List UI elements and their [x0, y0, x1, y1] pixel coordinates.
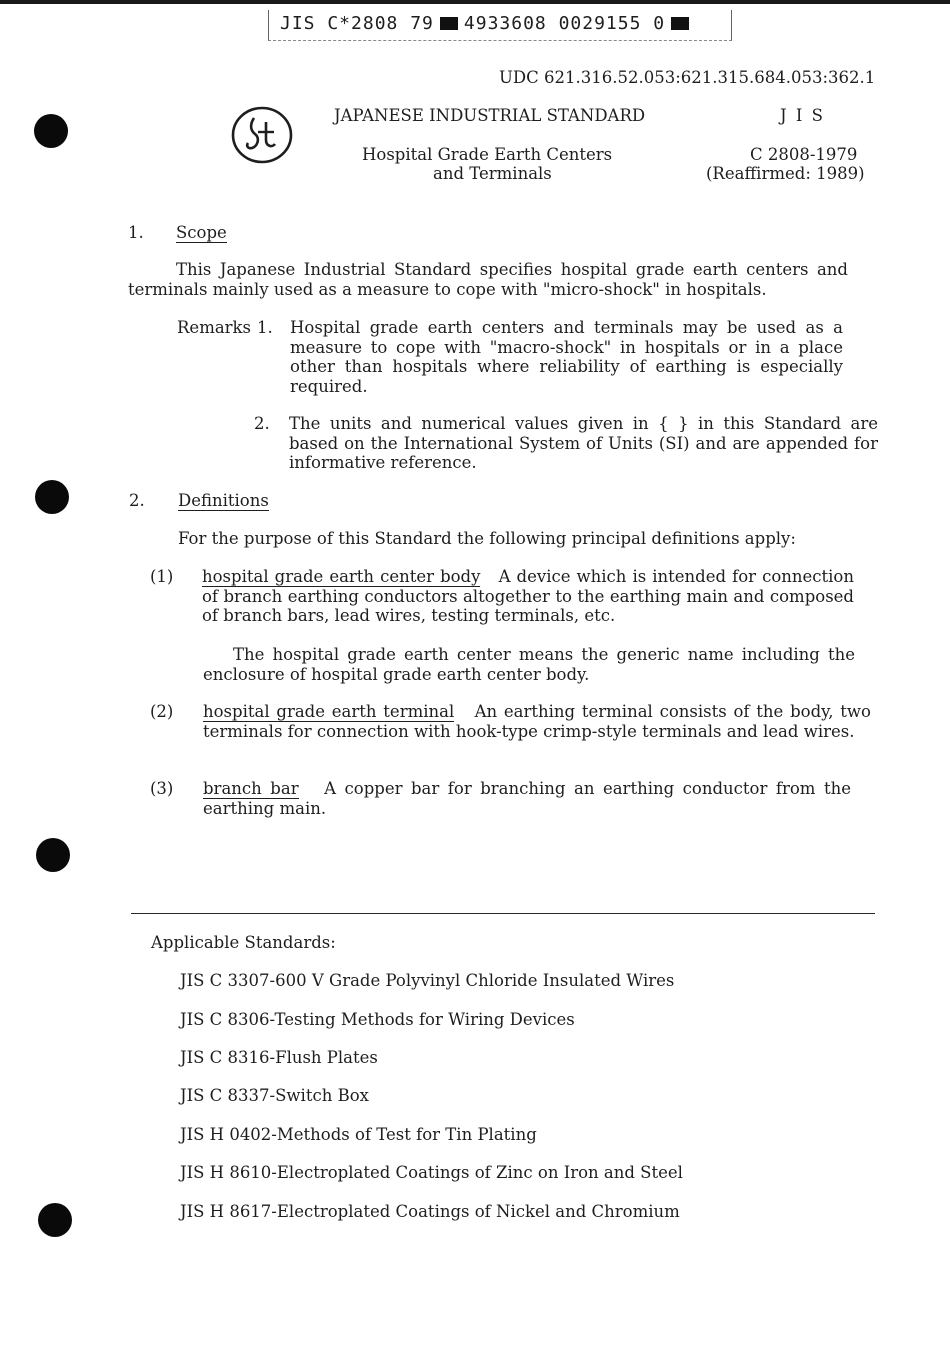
black-block-icon — [671, 17, 689, 30]
definition-2 — [203, 702, 871, 741]
applicable-standard-item: JIS C 8306-Testing Methods for Wiring Devices — [180, 1010, 575, 1029]
standard-number: C 2808-1979 — [750, 145, 858, 164]
section-2-number: 2. — [129, 491, 145, 510]
applicable-standard-item: JIS C 8337-Switch Box — [180, 1086, 369, 1105]
definition-3-text: A copper bar for branching an earthing conductor from the earthing main. — [203, 779, 851, 818]
applicable-standard-item: JIS C 8316-Flush Plates — [180, 1048, 378, 1067]
applicable-standards-title: Applicable Standards: — [151, 933, 336, 952]
punch-hole — [34, 114, 68, 148]
section-2-title: Definitions — [178, 491, 269, 510]
remark-1-text: Hospital grade earth centers and terminals may be used as a measure to cope with "macro-shock" in hospitals or in a place other than hospitals where reliability of earthing is especially required. — [290, 318, 843, 396]
section-1-number: 1. — [128, 223, 144, 242]
top-border — [0, 0, 950, 4]
header-code-text-2: 4933608 0029155 0 — [463, 13, 666, 34]
punch-hole — [35, 480, 69, 514]
applicable-standard-item: JIS H 8610-Electroplated Coatings of Zinc on Iron and Steel — [180, 1163, 683, 1182]
punch-hole — [38, 1203, 72, 1237]
definition-1-term: hospital grade earth center body — [202, 567, 481, 586]
scope-paragraph: This Japanese Industrial Standard specifies hospital grade earth centers and terminals mainly used as a measure to cope with "micro-shock" in hospitals. — [128, 260, 848, 299]
punch-hole — [36, 838, 70, 872]
jis-mark: J I S — [780, 106, 825, 125]
header-code — [280, 13, 695, 34]
remark-2-number: 2. — [254, 414, 270, 433]
remark-2-text: The units and numerical values given in { } in this Standard are based on the International System of Units (SI) and are appended for informative reference. — [289, 414, 878, 472]
definition-3-number: (3) — [150, 779, 174, 798]
applicable-standard-item: JIS C 3307-600 V Grade Polyvinyl Chloride Insulated Wires — [180, 971, 675, 990]
title-line-2: and Terminals — [433, 164, 552, 183]
definition-2-number: (2) — [150, 702, 174, 721]
udc-code: UDC 621.316.52.053:621.315.684.053:362.1 — [499, 68, 876, 87]
definition-2-text: An earthing terminal consists of the body, two terminals for connection with hook-type crimp-style terminals and lead wires. — [203, 702, 871, 741]
definition-1 — [202, 567, 854, 626]
definition-2-term: hospital grade earth terminal — [203, 702, 455, 721]
definitions-intro: For the purpose of this Standard the following principal definitions apply: — [178, 529, 796, 548]
black-block-icon — [440, 17, 458, 30]
definition-1-text: A device which is intended for connection of branch earthing conductors altogether to the earthing main and composed of branch bars, lead wires, testing terminals, etc. — [202, 567, 854, 625]
definition-3 — [203, 779, 851, 818]
title-line-1: Hospital Grade Earth Centers — [362, 145, 613, 164]
definition-1-number: (1) — [150, 567, 174, 586]
header-code-text: JIS C*2808 79 — [280, 13, 434, 34]
section-1-title: Scope — [176, 223, 227, 242]
definition-1-note: The hospital grade earth center means the generic name including the enclosure of hospital grade earth center body. — [203, 645, 855, 684]
org-name: JAPANESE INDUSTRIAL STANDARD — [334, 106, 646, 125]
reaffirmed-note: (Reaffirmed: 1989) — [706, 164, 865, 183]
footnote-divider — [131, 913, 875, 914]
remarks-label: Remarks — [177, 318, 252, 337]
definition-3-term: branch bar — [203, 779, 299, 798]
applicable-standard-item: JIS H 8617-Electroplated Coatings of Nickel and Chromium — [180, 1202, 680, 1221]
remark-1-number: 1. — [257, 318, 273, 337]
jis-logo-icon — [228, 104, 296, 166]
applicable-standard-item: JIS H 0402-Methods of Test for Tin Plating — [180, 1125, 537, 1144]
